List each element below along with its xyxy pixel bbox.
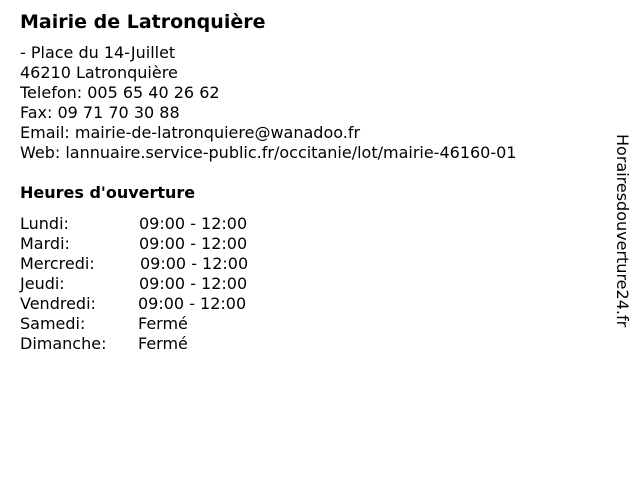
day-label: Samedi: xyxy=(20,314,86,333)
hours-value: 09:00 - 12:00 xyxy=(139,214,248,233)
phone-line: Telefon: 005 65 40 26 62 xyxy=(20,83,220,102)
contact-block xyxy=(20,43,516,163)
day-label: Jeudi: xyxy=(20,274,65,293)
hours-value: Fermé xyxy=(138,334,188,353)
day-label: Lundi: xyxy=(20,214,69,233)
hours-value: 09:00 - 12:00 xyxy=(140,254,249,273)
day-label: Vendredi: xyxy=(20,294,96,313)
hours-heading: Heures d'ouverture xyxy=(20,183,196,202)
hours-value: 09:00 - 12:00 xyxy=(139,234,248,253)
address-line-street: - Place du 14-Juillet xyxy=(20,43,176,62)
page-title: Mairie de Latronquière xyxy=(20,11,266,33)
email-line: Email: mairie-de-latronquiere@wanadoo.fr xyxy=(20,123,361,142)
hours-value: 09:00 - 12:00 xyxy=(138,294,247,313)
site-watermark xyxy=(612,134,632,374)
web-line: Web: lannuaire.service-public.fr/occitanie/lot/mairie-46160-01 xyxy=(20,143,517,162)
day-label: Mardi: xyxy=(20,234,70,253)
watermark-text: Horairesdouverture24.fr xyxy=(613,134,632,328)
address-line-city: 46210 Latronquière xyxy=(20,63,178,82)
fax-line: Fax: 09 71 70 30 88 xyxy=(20,103,180,122)
day-label: Mercredi: xyxy=(20,254,95,273)
day-label: Dimanche: xyxy=(20,334,107,353)
hours-value: Fermé xyxy=(138,314,188,333)
hours-value: 09:00 - 12:00 xyxy=(139,274,248,293)
